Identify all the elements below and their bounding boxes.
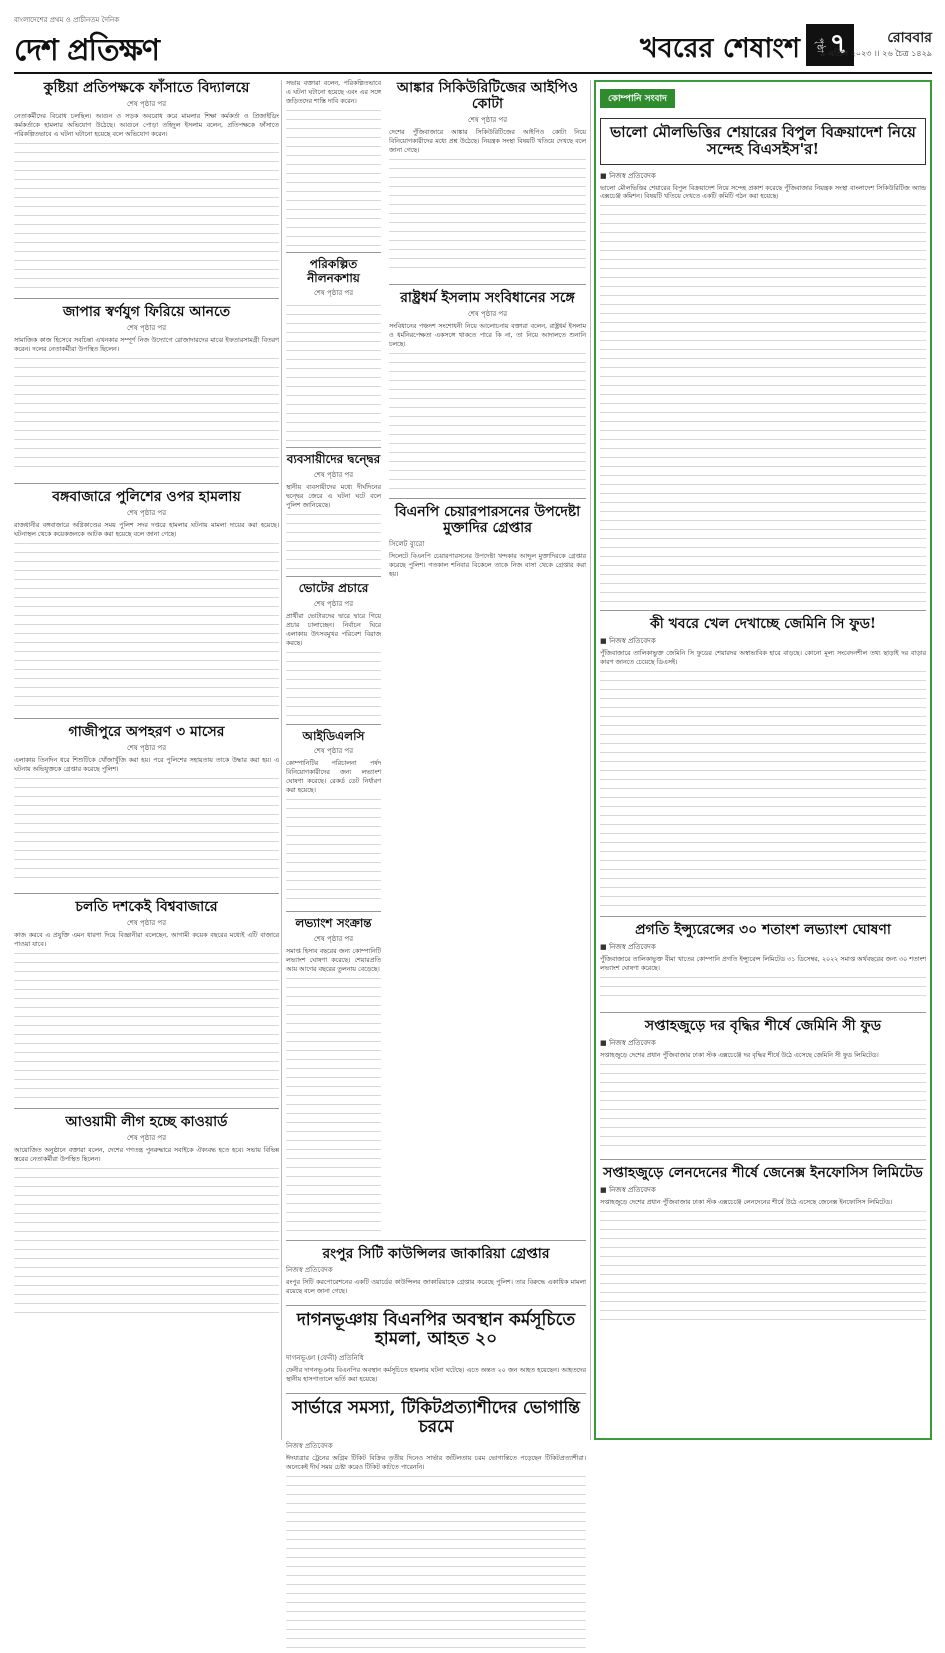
credit-text: নিজস্ব প্রতিবেদক: [609, 1186, 656, 1195]
divider: [600, 1012, 926, 1013]
divider: [286, 1393, 586, 1394]
text-block: [389, 350, 586, 490]
credit: শেষ পৃষ্ঠার পর: [313, 471, 354, 480]
credit-text: নিজস্ব প্রতিবেদক: [609, 943, 656, 952]
text-block: [600, 974, 926, 1004]
headline: প্রগতি ইন্স্যুরেন্সের ৩০ শতাংশ লভ্যাংশ ঘোষণা: [635, 922, 891, 939]
page-label: পৃষ্ঠা: [814, 37, 825, 53]
story-body: আয়োজিত অনুষ্ঠানে বক্তারা বলেন, দেশের গণতন্ত্র পুনরুদ্ধারে সবাইকে ঐক্যবদ্ধ হতে হবে। সভায় বিভিন্ন স্তরের নেতাকর্মীরা উপস্থিত ছিলেন।: [14, 1146, 279, 1163]
story-body: রংপুর সিটি করপোরেশনের একটি ওয়ার্ডের কাউন্সিলর জাকারিয়াকে গ্রেপ্তার করেছে পুলিশ। তার বিরুদ্ধে একাধিক মামলা রয়েছে বলে জানা গেছে।: [286, 1278, 586, 1295]
text-block: [600, 1208, 926, 1328]
credit: [600, 635, 926, 647]
story-body: সপ্তাহজুড়ে দেশের প্রধান পুঁজিবাজার ঢাকা স্টক এক্সচেঞ্জে দর বৃদ্ধির শীর্ষে উঠে এসেছে জেমিনি সী ফুড লিমিটেড।: [600, 1052, 879, 1060]
brand-tagline: বাংলাদেশের প্রথম ও প্রাচীনতম দৈনিক: [14, 16, 120, 24]
story-body: পুঁজিবাজারে তালিকাভুক্ত জেমিনি সি ফুডের শেয়ারদর অস্বাভাবিক হারে বাড়ছে। কোনো মূল্য সংবেদনশীল তথ্য ছাড়াই দর বাড়ার কারণ জানতে চেয়েছে ডিএসই।: [600, 650, 926, 667]
continuation-text: সভায় বক্তারা বলেন, পরিকল্পিতভাবে এ ঘটনা ঘটানো হয়েছে এবং এর সঙ্গে জড়িতদের শাস্তি দাবি করেন।: [286, 80, 381, 105]
divider: [286, 1240, 586, 1241]
credit: শেষ পৃষ্ঠার পর: [126, 918, 167, 927]
headline: পরিকল্পিত নীলনকশায়: [307, 256, 360, 285]
divider: [14, 718, 279, 719]
credit: শেষ পৃষ্ঠার পর: [313, 599, 354, 608]
column-separator: [281, 80, 282, 1440]
text-block: [286, 1473, 586, 1653]
column-right: [594, 80, 932, 1440]
divider: [389, 498, 586, 499]
divider: [600, 610, 926, 611]
divider: [600, 916, 926, 917]
story-body: দেশের পুঁজিবাজারে আঙ্কার সিকিউরিটিজের আইপিও কোটা নিয়ে বিনিয়োগকারীদের মধ্যে প্রশ্ন উঠেছে। নিয়ন্ত্রক সংস্থা বিষয়টি খতিয়ে দেখছে বলে জানা গেছে।: [389, 129, 586, 155]
headline: জাপার স্বর্ণযুগ ফিরিয়ে আনতে: [62, 303, 231, 320]
newspaper-logo: দেশ প্রতিক্ষণ: [14, 33, 160, 68]
headline: দাগনভূঞায় বিএনপির অবস্থান কর্মসূচিতে হামলা, আহত ২০: [296, 1309, 576, 1350]
headline: কী খবরে খেল দেখাচ্ছে জেমিনি সি ফুড!: [649, 616, 877, 633]
company-news-box: [594, 80, 932, 1440]
story-gazipur: [14, 724, 279, 885]
headline: ভালো মৌলভিত্তির শেয়ারের বিপুল বিক্রয়াদেশ নিয়ে সন্দেহ বিএসইস'র!: [610, 123, 916, 159]
story-body: প্রার্থীরা ভোটারদের দ্বারে দ্বারে গিয়ে প্রচার চালাচ্ছেন। নির্বাচন ঘিরে এলাকায় উৎসবমুখর পরিবেশ বিরাজ করছে।: [286, 612, 381, 647]
headline: ব্যবসায়ীদের দ্বন্দ্বের: [286, 452, 381, 467]
headline-box: [600, 118, 926, 165]
story-body: নেতাকর্মীদের বিরোধ চলছিল। আগুন ও সড়ক অবরোধ করে মামলার শিক্ষা কর্মকর্তা ও প্রিজাইডিং কর্মকর্তাকে হামলার অভিযোগ উঠেছে। আগুনে পোড়া তহিদুল ইসলাম বলেন, প্রতিপক্ষকে ফাঁসাতে পরিকল্পিতভাবে এ ঘটনা ঘটানো হয়েছে বলে অভিযোগ করেন।: [14, 113, 279, 138]
headline: গাজীপুরে অপহরণ ৩ মাসের: [68, 723, 225, 740]
story-rangpur-councillor: [286, 1246, 586, 1297]
headline: চলতি দশকেই বিশ্ববাজারে: [75, 898, 218, 915]
credit: সিলেট ব্যুরো: [389, 540, 425, 549]
text-block: [14, 540, 279, 710]
story-daganbhuiyan-attack: [286, 1311, 586, 1385]
credit-text: নিজস্ব প্রতিবেদক: [609, 1039, 656, 1048]
text-block: [14, 1165, 279, 1315]
headline: রাষ্ট্রধর্ম ইসলাম সংবিধানের সঙ্গে: [400, 290, 575, 306]
story-body: পুঁজিবাজারে তালিকাভুক্ত বীমা খাতের কোম্পানি প্রগতি ইন্স্যুরেন্স লিমিটেড ৩১ ডিসেম্বর, ২০২২ সমাপ্ত অর্থবছরের জন্য ৩০ শতাংশ লভ্যাংশ ঘোষণা করেছে।: [600, 956, 926, 973]
section-tag: কোম্পানি সংবাদ: [600, 89, 675, 108]
story-world-market: [14, 899, 279, 1100]
credit: শেষ পৃষ্ঠার পর: [126, 1133, 167, 1142]
text-block: [286, 649, 381, 719]
story-body: সংবিধানের পঞ্চদশ সংশোধনী নিয়ে আলোচনায় বক্তারা বলেন, রাষ্ট্রধর্ম ইসলাম ও ধর্মনিরপেক্ষতা একসঙ্গে থাকতে পারে কি না, তা নিয়ে আদালতে শুনানি চলছে।: [389, 323, 586, 348]
headline: আওয়ামী লীগ হচ্ছে কাওয়ার্ড: [65, 1113, 228, 1130]
section-title: খবরের শেষাংশ: [640, 33, 800, 64]
story-body: সিলেটে বিএনপি চেয়ারপারসনের উপদেষ্টা খন্দকার আব্দুল মুক্তাদিরকে গ্রেপ্তার করেছে পুলিশ। গতকাল শনিবার বিকেলে তাকে নিজ বাসা থেকে গ্রেপ্তার করা হয়।: [389, 553, 586, 578]
text-block: [286, 975, 381, 1235]
story-body: সমাপ্ত হিসাব বছরের জন্য কোম্পানিটি লভ্যাংশ ঘোষণা করেছে। শেয়ারপ্রতি আয় আগের বছরের তুলনায় বেড়েছে।: [286, 947, 381, 973]
credit: শেষ পৃষ্ঠার পর: [313, 289, 354, 298]
text-block: [14, 950, 279, 1100]
story-awami-league: [14, 1114, 279, 1315]
headline: রংপুর সিটি কাউন্সিলর জাকারিয়া গ্রেপ্তার: [322, 1245, 550, 1262]
credit-text: নিজস্ব প্রতিবেদক: [609, 171, 656, 180]
story-state-religion: [389, 290, 586, 490]
headline: আইডিএলসি: [302, 728, 365, 743]
story-body: সপ্তাহজুড়ে দেশের প্রধান পুঁজিবাজার ঢাকা স্টক এক্সচেঞ্জে লেনদেনের শীর্ষে উঠে এসেছে জেনেক্স ইনফোসিস লিমিটেড।: [600, 1199, 893, 1207]
issue-date: ৯ এপ্রিল ২০২৩ ।। ২৬ চৈত্র ১৪২৯: [820, 49, 932, 58]
credit: [600, 1184, 926, 1196]
story-pragati-insurance: [600, 922, 926, 1004]
text-block: [286, 796, 381, 906]
column-separator: [590, 80, 591, 1440]
divider: [286, 911, 381, 912]
credit-text: নিজস্ব প্রতিবেদক: [609, 637, 656, 646]
story-bongobazar: [14, 489, 279, 710]
story-ankar-securities: [389, 80, 586, 276]
headline: ভোটের প্রচারে: [298, 581, 369, 596]
credit: শেষ পৃষ্ঠার পর: [126, 508, 167, 517]
story-body: কোম্পানিটির পরিচালনা পর্ষদ বিনিয়োগকারীদের জন্য লভ্যাংশ ঘোষণা করেছে। রেকর্ড ডেট নির্ধারণ করা হয়েছে।: [286, 760, 381, 795]
headline: লভ্যাংশ সংক্রান্ত: [295, 916, 372, 931]
headline: বঙ্গবাজারে পুলিশের ওপর হামলায়: [52, 488, 241, 505]
credit: শেষ পৃষ্ঠার পর: [126, 324, 167, 332]
story-kushtia: [14, 80, 279, 290]
bullet-icon: ■: [600, 1039, 610, 1048]
credit: [600, 941, 926, 953]
story-body: এলাকায় তিনদিন ধরে শিশুটিকে খোঁজাখুঁজি করা হয়। পরে পুলিশের সহায়তায় তাকে উদ্ধার করা হয়। এ ঘটনায় অভিযুক্তকে গ্রেপ্তার করেছে পুলিশ।: [14, 756, 279, 773]
headline: সপ্তাহজুড়ে লেনদেনের শীর্ষে জেনেক্স ইনফোসিস লিমিটেড: [603, 1165, 923, 1182]
top-split: [286, 80, 586, 1235]
story-body: ফেনীর দাগনভূঞায় বিএনপির অবস্থান কর্মসূচিতে হামলার ঘটনা ঘটেছে। এতে অন্তত ২০ জন আহত হয়েছেন। আহতদের স্থানীয় হাসপাতালে ভর্তি করা হয়েছে।: [286, 1366, 586, 1383]
masthead-rule: [14, 72, 932, 74]
divider: [14, 483, 279, 484]
headline: সপ্তাহজুড়ে দর বৃদ্ধির শীর্ষে জেমিনি সী ফুড: [644, 1018, 882, 1035]
credit: শেষ পৃষ্ঠার পর: [313, 747, 354, 756]
credit: দাগনভূঞা (ফেনী) প্রতিনিধি: [286, 1353, 364, 1362]
text-block: [286, 107, 381, 247]
story-genex-infosys: [600, 1165, 926, 1328]
credit: শেষ পৃষ্ঠার পর: [126, 743, 167, 752]
credit: [600, 170, 926, 182]
divider: [286, 1305, 586, 1306]
credit: [600, 1037, 926, 1049]
credit: শেষ পৃষ্ঠার পর: [467, 116, 508, 125]
credit: নিজস্ব প্রতিবেদক: [286, 1441, 333, 1450]
sidebar-narrow: [286, 80, 381, 1235]
story-japa: [14, 304, 279, 475]
story-gemini-seafood: [600, 616, 926, 908]
credit: শেষ পৃষ্ঠার পর: [126, 100, 167, 109]
main-stories: [389, 80, 586, 1235]
text-block: [600, 202, 926, 602]
text-block: [286, 511, 381, 571]
story-body: ঈদযাত্রার ট্রেনের অগ্রিম টিকিট বিক্রির তৃতীয় দিনেও সার্ভার জটিলতায় চরম ভোগান্তিতে পড়েছেন টিকিটপ্রত্যাশীরা। অনেকেই দীর্ঘ সময় চেষ্টা করেও টিকিট কাটতে পারেননি।: [286, 1454, 586, 1471]
divider: [286, 447, 381, 448]
story-bsec-suspicion: [600, 118, 926, 602]
text-block: [14, 355, 279, 475]
divider: [389, 284, 586, 285]
credit: নিজস্ব প্রতিবেদক: [286, 1265, 333, 1274]
divider: [14, 893, 279, 894]
text-block: [14, 775, 279, 885]
divider: [14, 1108, 279, 1109]
divider: [286, 576, 381, 577]
divider: [14, 298, 279, 299]
headline: কুষ্টিয়া প্রতিপক্ষকে ফাঁসাতে বিদ্যালয়ে: [43, 80, 250, 96]
column-left: [14, 80, 279, 1440]
credit: শেষ পৃষ্ঠার পর: [313, 934, 354, 943]
divider: [286, 724, 381, 725]
text-block: [389, 156, 586, 276]
credit: শেষ পৃষ্ঠার পর: [467, 310, 508, 319]
story-body: ভালো মৌলভিত্তির শেয়ারের বিপুল বিক্রয়াদেশ নিয়ে সন্দেহ প্রকাশ করেছে পুঁজিবাজার নিয়ন্ত্রক সংস্থা বাংলাদেশ সিকিউরিটিজ অ্যান্ড এক্সচেঞ্জ কমিশন। বিষয়টি খতিয়ে দেখতে একটি কমিটি গঠন করা হয়েছে।: [600, 184, 926, 201]
masthead: [14, 14, 932, 74]
page-number: ৭: [829, 26, 848, 60]
bullet-icon: ■: [600, 943, 610, 952]
headline: সার্ভারে সমস্যা, টিকিটপ্রত্যাশীদের ভোগান্তি চরমে: [291, 1397, 580, 1438]
bullet-icon: ■: [600, 1186, 610, 1195]
story-body: স্থানীয় ব্যবসায়ীদের মধ্যে দীর্ঘদিনের দ্বন্দ্বের জেরে এ ঘটনা ঘটে বলে পুলিশ জানিয়েছে।: [286, 484, 381, 510]
story-muktadir-arrest: [389, 504, 586, 580]
text-block: [14, 140, 279, 290]
story-body: কাজ করবে এ প্রযুক্তি এমন ধারণা দিয়ে বিজ্ঞানীরা বলেছেন, আগামী কয়েক বছরের মধ্যেই এটি বাজারে পাওয়া যাবে।: [14, 931, 279, 948]
bullet-icon: ■: [600, 637, 610, 646]
text-block: [600, 668, 926, 908]
divider: [286, 252, 381, 253]
text-block: [286, 302, 381, 442]
story-body: সামাজিক কাজ হিসেবে সবচিন্তা এখনকার সম্পূর্ণ নিজ উদ্যোগে রোজাদারদের মাঝে ইফতারসামগ্রী বিতরণ করেন। দলের নেতাকর্মীরা উপস্থিত ছিলেন।: [14, 337, 279, 353]
story-body: রাজধানীর বঙ্গবাজারে অগ্নিকাণ্ডের সময় পুলিশ সদর দপ্তরে হামলার ঘটনায় মামলা দায়ের করা হয়েছে। ঘটনাস্থল থেকে কয়েকজনকে আটক করা হয়েছে বলে জানা গেছে।: [14, 521, 279, 538]
headline: বিএনপি চেয়ারপারসনের উপদেষ্টা মুক্তাদির গ্রেপ্তার: [394, 503, 581, 536]
headline: আঙ্কার সিকিউরিটিজের আইপিও কোটা: [396, 80, 579, 113]
divider: [600, 1159, 926, 1160]
day-name: রোববার: [887, 30, 932, 46]
bullet-icon: ■: [600, 171, 610, 180]
text-block: [600, 1061, 926, 1151]
story-gemini-price-rise: [600, 1018, 926, 1151]
column-middle: [286, 80, 586, 1471]
story-server-problem: [286, 1399, 586, 1653]
